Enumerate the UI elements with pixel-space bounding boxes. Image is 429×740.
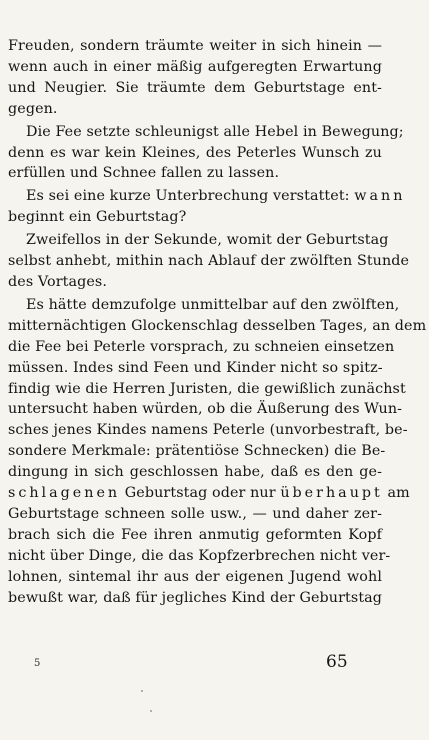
text-run: müssen. Indes sind Feen und Kinder nicht so spitz-: [8, 359, 383, 376]
text-line: [8, 504, 382, 525]
text-line: [8, 57, 382, 78]
text-line: [8, 399, 403, 420]
text-line: [8, 483, 410, 504]
text-line: [8, 441, 386, 462]
body-text: [8, 36, 427, 608]
emphasized-word: überhaupt: [280, 485, 383, 502]
text-line: [8, 122, 404, 143]
text-line: [8, 36, 382, 57]
text-line: [8, 546, 391, 567]
text-line: [8, 462, 382, 483]
text-run: Es hätte demzufolge unmittelbar auf den zwölften,: [26, 296, 400, 313]
text-line: [8, 272, 382, 293]
text-run: die Fee bei Peterle vorsprach, zu schneien einsetzen: [8, 338, 395, 355]
emphasized-word: schlagenen: [8, 485, 121, 502]
text-line: [8, 316, 427, 337]
text-line: [8, 207, 382, 228]
text-run: denn es war kein Kleines, des Peterles Wunsch zu: [8, 144, 382, 161]
text-run: Es sei eine kurze Unterbrechung verstattet:: [26, 188, 350, 205]
text-line: [8, 251, 410, 272]
text-line: [8, 295, 400, 316]
text-run: am: [382, 485, 410, 502]
text-run: brach sich die Fee ihren anmutig geformten Kopf: [8, 526, 382, 543]
text-run: sches jenes Kindes namens Peterle (unvorbestraft, be-: [8, 422, 408, 439]
emphasized-word: wann: [354, 188, 406, 205]
text-line: [8, 525, 382, 546]
text-run: beginnt ein Geburtstag?: [8, 209, 187, 226]
text-run: mitternächtigen Glockenschlag desselben Tages, an dem: [8, 317, 427, 334]
text-run: Zweifellos in der Sekunde, womit der Geburtstag: [26, 232, 389, 249]
text-line: [8, 99, 382, 120]
text-run: untersucht haben würden, ob die Äußerung des Wun-: [8, 401, 403, 418]
text-line: [8, 186, 406, 207]
text-line: [8, 78, 382, 99]
text-line: [8, 420, 408, 441]
text-line: [8, 379, 406, 400]
text-run: nicht über Dinge, die das Kopfzerbrechen nicht ver-: [8, 547, 391, 564]
text-line: [8, 358, 382, 379]
text-run: lohnen, sintemal ihr aus der eigenen Jugend wohl: [8, 568, 382, 585]
text-run: wenn auch in einer mäßig aufgeregten Erwartung: [8, 58, 382, 75]
speck: [150, 710, 152, 712]
text-line: [8, 588, 382, 609]
text-run: erfüllen und Schnee fallen zu lassen.: [8, 165, 280, 182]
text-line: [8, 230, 389, 251]
text-run: Geburtstag oder nur: [120, 485, 281, 502]
text-line: [8, 567, 382, 588]
speck: [141, 690, 143, 692]
text-line: [8, 337, 395, 358]
text-line: [8, 163, 382, 184]
signature-mark: 5: [34, 658, 41, 669]
text-run: dingung in sich geschlossen habe, daß es den ge-: [8, 464, 382, 481]
page-number: 65: [326, 652, 348, 672]
text-run: Die Fee setzte schleunigst alle Hebel in Bewegung;: [26, 123, 404, 140]
text-run: findig wie die Herren Juristen, die gewißlich zunächst: [8, 380, 406, 397]
text-run: Freuden, sondern träumte weiter in sich hinein —: [8, 38, 382, 54]
text-line: [8, 143, 382, 164]
text-run: des Vortages.: [8, 273, 108, 290]
text-run: bewußt war, daß für jegliches Kind der Geburtstag: [8, 589, 383, 606]
text-run: selbst anhebt, mithin nach Ablauf der zwölften Stunde: [8, 253, 410, 270]
text-run: Geburtstage schneen solle usw., — und daher zer-: [8, 505, 382, 522]
text-run: sondere Merkmale: prätentiöse Schnecken) die Be-: [8, 443, 386, 460]
text-run: gegen.: [8, 100, 58, 117]
text-run: und Neugier. Sie träumte dem Geburtstage ent-: [8, 79, 382, 96]
